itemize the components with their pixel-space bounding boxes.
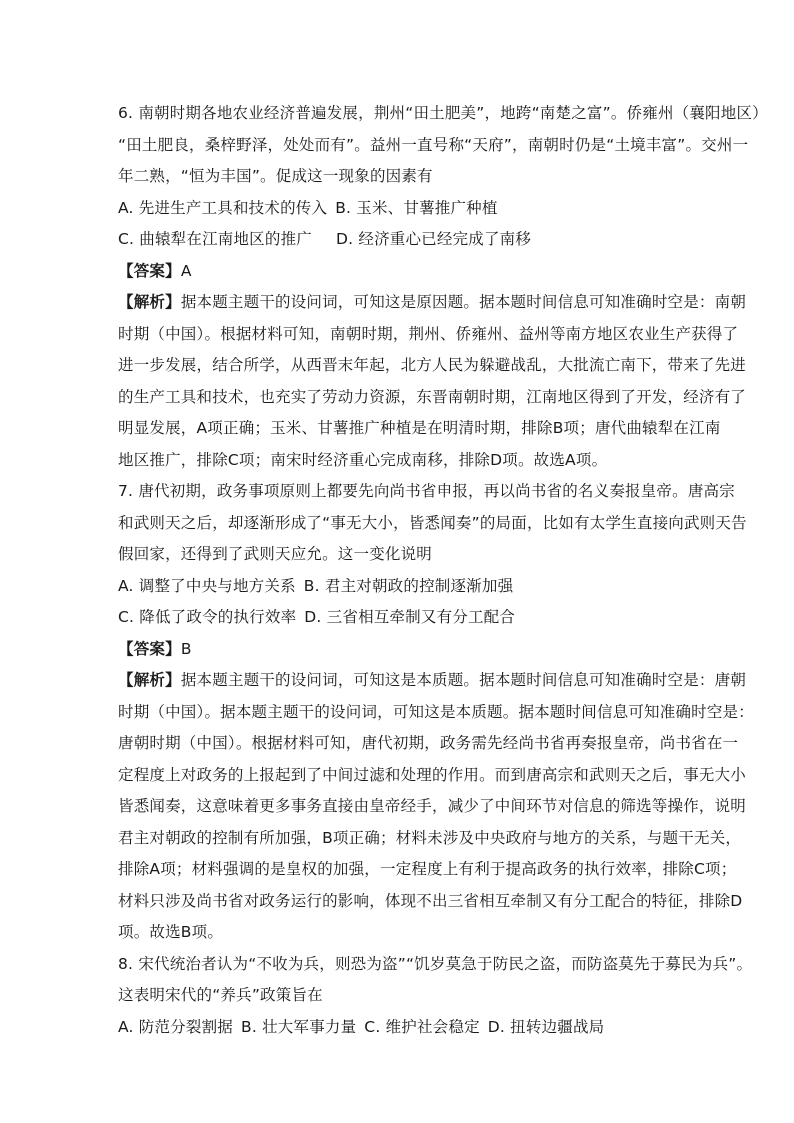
question-7-option-d: D. 三省相互牵制又有分工配合 [304, 608, 516, 626]
question-6-option-a: A. 先进生产工具和技术的传入 [118, 198, 328, 217]
question-8-stem-line-1: 8. 宋代统治者认为“不收为兵，则恐为盗”“饥岁莫急于防民之盗，而防盗莫先于募民为兵”。 [118, 954, 753, 973]
question-8-option-d: D. 扭转边疆战局 [487, 1017, 605, 1036]
question-7 [118, 476, 754, 949]
question-7-option-a: A. 调整了中央与地方关系 [118, 576, 296, 595]
question-6-options-row-2 [118, 224, 684, 256]
question-6-analysis-line-3: 进一步发展，结合所学，从西晋末年起，北方人民为躲避战乱，大批流亡南下，带来了先进 [118, 356, 747, 374]
question-6-option-d: D. 经济重心已经完成了南移 [335, 230, 532, 248]
question-6-analysis-line-1 [118, 287, 747, 319]
question-8 [118, 949, 753, 1044]
question-7-analysis-line-6: 君主对朝政的控制有所加强，B项正确；材料未涉及中央政府与地方的关系，与题干无关， [118, 828, 742, 847]
question-6-option-c: C. 曲辕犁在江南地区的推广 [118, 230, 312, 248]
question-7-analysis-line-5: 皆悉闻奏，这意味着更多事务直接由皇帝经手，减少了中间环节对信息的筛选等操作，说明 [118, 797, 747, 815]
question-7-analysis-line-8: 材料只涉及尚书省对政务运行的影响，体现不出三省相互牵制又有分工配合的特征，排除D [118, 891, 743, 910]
analysis-text: 据本题主题干的设问词，可知这是原因题。据本题时间信息可知准确时空是：南朝 [180, 293, 747, 311]
question-8-options-row-1 [118, 1012, 684, 1044]
analysis-text: 据本题主题干的设问词，可知这是本质题。据本题时间信息可知准确时空是：唐朝 [180, 671, 747, 689]
answer-value: B [180, 639, 192, 658]
question-7-analysis-line-1 [118, 665, 747, 697]
question-6-analysis-line-5: 明显发展，A项正确；玉米、甘薯推广种植是在明清时期，排除B项；唐代曲辕犁在江南 [118, 419, 721, 437]
analysis-tag: 【解析】 [118, 293, 181, 311]
question-6-stem-line-1: 6. 南朝时期各地农业经济普遍发展，荆州“田土肥美”，地跨“南楚之富”。侨雍州（襄阳地区） [118, 104, 768, 122]
question-7-stem-line-3: 假回家，还得到了武则天应允。这一变化说明 [118, 545, 433, 563]
question-7-options-row-1 [118, 571, 684, 603]
question-7-analysis-line-7: 排除A项；材料强调的是皇权的加强，一定程度上有利于提高政务的执行效率，排除C项； [118, 860, 737, 878]
question-6-options-row-1 [118, 193, 684, 225]
answer-tag: 【答案】 [118, 261, 181, 280]
question-7-analysis-line-3: 唐朝时期（中国）。根据材料可知，唐代初期，政务需先经尚书省再奏报皇帝，尚书省在一 [118, 734, 739, 752]
question-6-stem-line-3: 年二熟，“恒为丰国”。促成这一现象的因素有 [118, 167, 433, 185]
question-8-option-b: B. 壮大军事力量 [241, 1017, 357, 1036]
question-6 [118, 98, 768, 476]
question-7-analysis-line-4: 定程度上对政务的上报起到了中间过滤和处理的作用。而到唐高宗和武则天之后，事无大小 [118, 765, 747, 784]
question-7-stem-line-1: 7. 唐代初期，政务事项原则上都要先向尚书省申报，再以尚书省的名义奏报皇帝。唐高宗 [118, 482, 735, 500]
question-6-answer [118, 256, 684, 288]
question-7-stem-line-2: 和武则天之后，却逐渐形成了“事无大小，皆悉闻奏”的局面，比如有太学生直接向武则天告 [118, 513, 747, 532]
question-6-stem-line-2: “田土肥良，桑梓野泽，处处而有”。益州一直号称“天府”，南朝时仍是“土境丰富”。交州一 [118, 135, 749, 154]
question-7-options-row-2 [118, 602, 684, 634]
question-7-analysis-line-9: 项。故选B项。 [118, 923, 224, 941]
answer-value: A [180, 261, 192, 280]
document-page [118, 98, 768, 1043]
question-6-analysis-line-2: 时期（中国）。根据材料可知，南朝时期，荆州、侨雍州、益州等南方地区农业生产获得了 [118, 324, 739, 343]
question-8-option-c: C. 维护社会稳定 [364, 1017, 480, 1036]
question-6-analysis-line-6: 地区推广，排除C项；南宋时经济重心完成南移，排除D项。故选A项。 [118, 450, 608, 469]
answer-tag: 【答案】 [118, 639, 181, 658]
question-6-option-b: B. 玉米、甘薯推广种植 [335, 198, 498, 217]
question-8-stem-line-2: 这表明宋代的“养兵”政策旨在 [118, 986, 323, 1004]
question-7-analysis-line-2: 时期（中国）。据本题主题干的设问词，可知这是本质题。据本题时间信息可知准确时空是： [118, 702, 754, 721]
question-7-option-c: C. 降低了政令的执行效率 [118, 608, 297, 626]
question-8-option-a: A. 防范分裂割据 [118, 1017, 233, 1036]
question-6-analysis-line-4: 的生产工具和技术，也充实了劳动力资源，东晋南朝时期，江南地区得到了开发，经济有了 [118, 387, 747, 406]
analysis-tag: 【解析】 [118, 671, 181, 689]
question-7-answer [118, 634, 684, 666]
question-7-option-b: B. 君主对朝政的控制逐渐加强 [303, 576, 514, 595]
